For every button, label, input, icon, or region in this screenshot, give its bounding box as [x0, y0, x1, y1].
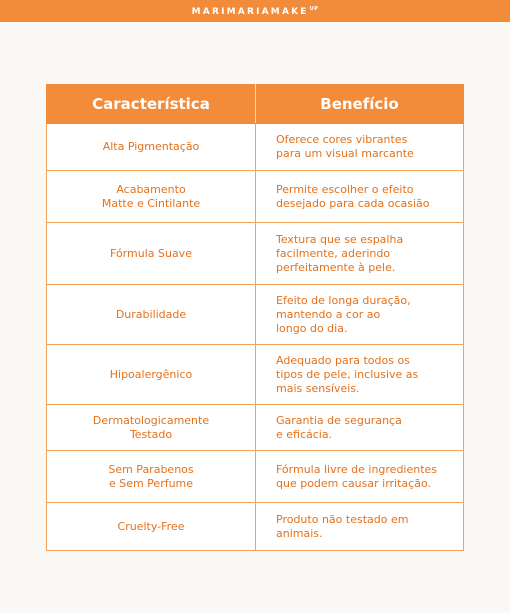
- feature-text: Acabamento: [116, 182, 186, 196]
- table-row: [47, 285, 464, 345]
- benefit-cell: [256, 171, 464, 223]
- benefit-cell: [256, 285, 464, 345]
- feature-cell: [47, 223, 256, 285]
- benefit-cell: [256, 223, 464, 285]
- benefit-text: tipos de pele, inclusive as: [276, 367, 419, 381]
- brand-name: MARIMARIAMAKE: [191, 6, 309, 17]
- benefit-text: Garantia de segurança: [276, 413, 402, 427]
- feature-cell: [47, 285, 256, 345]
- header-row: [47, 85, 464, 124]
- feature-text: Sem Parabenos: [108, 462, 194, 476]
- feature-text: Fórmula Suave: [110, 246, 192, 260]
- feature-cell: [47, 503, 256, 551]
- benefit-text: Produto não testado em: [276, 512, 409, 526]
- benefit-text: facilmente, aderindo: [276, 246, 391, 260]
- feature-text: Cruelty-Free: [117, 519, 185, 533]
- benefit-text: mais sensíveis.: [276, 381, 360, 395]
- benefit-text: perfeitamente à pele.: [276, 260, 396, 274]
- benefit-text: para um visual marcante: [276, 147, 414, 160]
- benefit-text: Fórmula livre de ingredientes: [276, 462, 438, 476]
- features-benefits-table: [46, 84, 464, 551]
- table-row: [47, 124, 464, 171]
- benefit-cell: [256, 345, 464, 405]
- table-row: [47, 171, 464, 223]
- table-body: [47, 124, 464, 551]
- benefit-text: que podem causar irritação.: [276, 476, 431, 490]
- benefit-text: Permite escolher o efeito: [276, 182, 414, 196]
- table-row: [47, 345, 464, 405]
- benefit-text: Efeito de longa duração,: [276, 293, 411, 307]
- benefit-text: desejado para cada ocasião: [276, 196, 430, 210]
- benefit-text: Adequado para todos os: [276, 353, 410, 367]
- brand-logo: [192, 6, 319, 17]
- table-row: [47, 405, 464, 451]
- table-row: [47, 223, 464, 285]
- benefit-cell: [256, 451, 464, 503]
- feature-cell: [47, 124, 256, 171]
- benefit-cell: [256, 503, 464, 551]
- feature-text: Alta Pigmentação: [102, 140, 200, 153]
- feature-text: Matte e Cintilante: [101, 196, 201, 210]
- feature-text: e Sem Perfume: [108, 476, 194, 490]
- benefit-cell: [256, 124, 464, 171]
- table-row: [47, 503, 464, 551]
- feature-cell: [47, 345, 256, 405]
- comparison-table-container: [46, 84, 463, 551]
- feature-cell: [47, 405, 256, 451]
- feature-text: Durabilidade: [115, 307, 187, 321]
- feature-text: Hipoalergênico: [109, 367, 193, 381]
- feature-cell: [47, 171, 256, 223]
- benefit-text: animais.: [276, 526, 323, 540]
- brand-header-bar: [0, 0, 510, 22]
- feature-text: Testado: [129, 427, 173, 441]
- table-row: [47, 451, 464, 503]
- benefit-text: mantendo a cor ao: [276, 307, 381, 321]
- header-benefit: Benefício: [256, 85, 464, 124]
- benefit-text: longo do dia.: [276, 321, 348, 335]
- table-header: [47, 85, 464, 124]
- feature-cell: [47, 451, 256, 503]
- benefit-text: Oferece cores vibrantes: [276, 133, 408, 146]
- header-feature: Característica: [47, 85, 256, 124]
- benefit-text: Textura que se espalha: [276, 232, 404, 246]
- feature-text: Dermatologicamente: [92, 413, 210, 427]
- benefit-text: e eficácia.: [276, 427, 333, 441]
- brand-suffix: UP: [309, 5, 319, 12]
- benefit-cell: [256, 405, 464, 451]
